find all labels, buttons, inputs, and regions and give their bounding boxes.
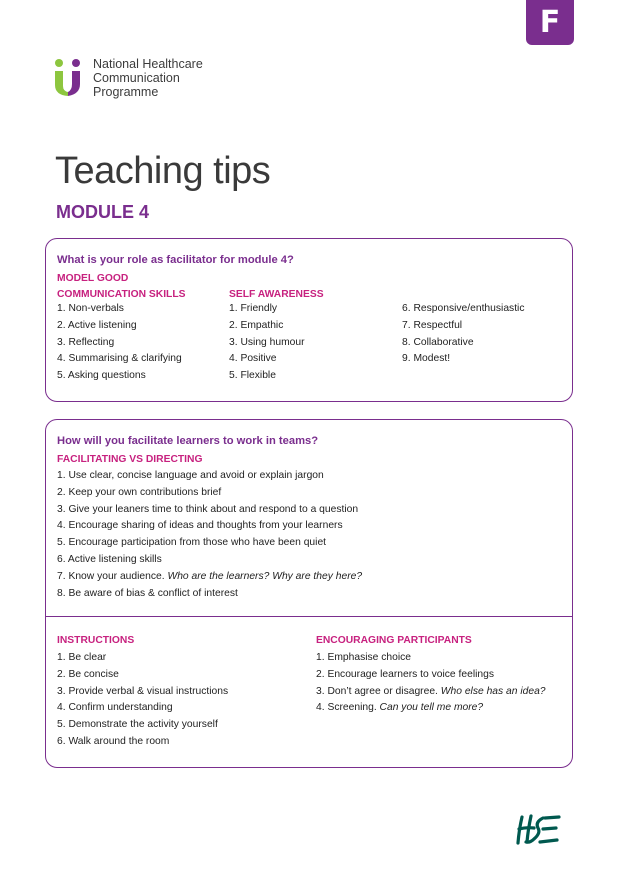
list-item: 7. Respectful: [402, 319, 463, 331]
encouraging-heading: ENCOURAGING PARTICIPANTS: [316, 635, 472, 646]
teams-question: How will you facilitate learners to work in teams?: [57, 435, 319, 447]
self-awareness-list: [229, 301, 305, 385]
module-heading: MODULE 4: [56, 202, 150, 222]
list-item: 5. Encourage participation from those who have been quiet: [57, 537, 327, 549]
self-awareness-list-continued: [402, 301, 525, 368]
list-item: 6. Active listening skills: [57, 553, 162, 565]
facilitating-list: [57, 468, 362, 602]
instructions-heading: INSTRUCTIONS: [57, 635, 135, 646]
instructions-list: [57, 650, 228, 751]
list-item: 8. Collaborative: [402, 336, 474, 348]
list-item: 4. Encourage sharing of ideas and thoughts from your learners: [57, 520, 343, 532]
list-item: 2. Be concise: [57, 668, 119, 680]
teams-box: [45, 419, 573, 768]
list-item: 7. Know your audience. Who are the learners? Why are they here?: [57, 570, 363, 582]
encouraging-list: [316, 650, 546, 717]
list-item: 4. Screening. Can you tell me more?: [316, 702, 484, 714]
list-item: 2. Keep your own contributions brief: [57, 486, 222, 498]
heading-line: COMMUNICATION SKILLS: [57, 289, 186, 300]
model-good-heading: [57, 271, 186, 303]
heading-line: MODEL GOOD: [57, 273, 129, 284]
list-item: 4. Summarising & clarifying: [57, 353, 182, 365]
list-item: 5. Demonstrate the activity yourself: [57, 719, 218, 731]
facilitating-heading: FACILITATING VS DIRECTING: [57, 454, 203, 465]
list-item: 3. Reflecting: [57, 336, 115, 348]
section-divider: [46, 616, 572, 617]
list-item: 4. Positive: [229, 353, 277, 365]
list-item: 2. Encourage learners to voice feelings: [316, 668, 495, 680]
list-item: 6. Responsive/enthusiastic: [402, 303, 525, 314]
list-item: 2. Empathic: [229, 319, 284, 331]
list-item: 5. Flexible: [229, 370, 276, 382]
list-item: 2. Active listening: [57, 319, 137, 331]
logo-text: [93, 57, 203, 99]
list-item: 9. Modest!: [402, 353, 451, 365]
logo-line: Communication: [93, 71, 180, 85]
page-title: Teaching tips: [55, 150, 271, 192]
logo-line: National Healthcare: [93, 57, 203, 71]
list-item: 1. Be clear: [57, 652, 107, 663]
section-letter: F: [539, 5, 561, 40]
logo-line: Programme: [93, 85, 159, 99]
nhcp-logo: [53, 58, 203, 99]
list-item: 1. Friendly: [229, 303, 278, 314]
list-item: 4. Confirm understanding: [57, 702, 173, 714]
role-box: [45, 238, 573, 402]
hse-logo: [515, 812, 561, 853]
list-item: 3. Using humour: [229, 336, 305, 348]
hse-logo-icon: [515, 812, 561, 848]
list-item: 3. Provide verbal & visual instructions: [57, 685, 229, 697]
list-item: 1. Use clear, concise language and avoid or explain jargon: [57, 470, 324, 481]
list-item: 6. Walk around the room: [57, 735, 170, 747]
role-question: What is your role as facilitator for module 4?: [57, 254, 294, 266]
list-item: 8. Be aware of bias & conflict of interest: [57, 587, 238, 599]
self-awareness-heading: SELF AWARENESS: [229, 289, 324, 300]
list-item: 1. Non-verbals: [57, 303, 124, 314]
list-item: 3. Give your leaners time to think about and respond to a question: [57, 503, 359, 515]
list-item: 5. Asking questions: [57, 370, 146, 382]
communication-skills-list: [57, 301, 182, 385]
list-item: 3. Don’t agree or disagree. Who else has an idea?: [316, 685, 546, 697]
section-tab: [526, 0, 574, 45]
people-logo-icon: [53, 58, 83, 98]
list-item: 1. Emphasise choice: [316, 652, 412, 663]
